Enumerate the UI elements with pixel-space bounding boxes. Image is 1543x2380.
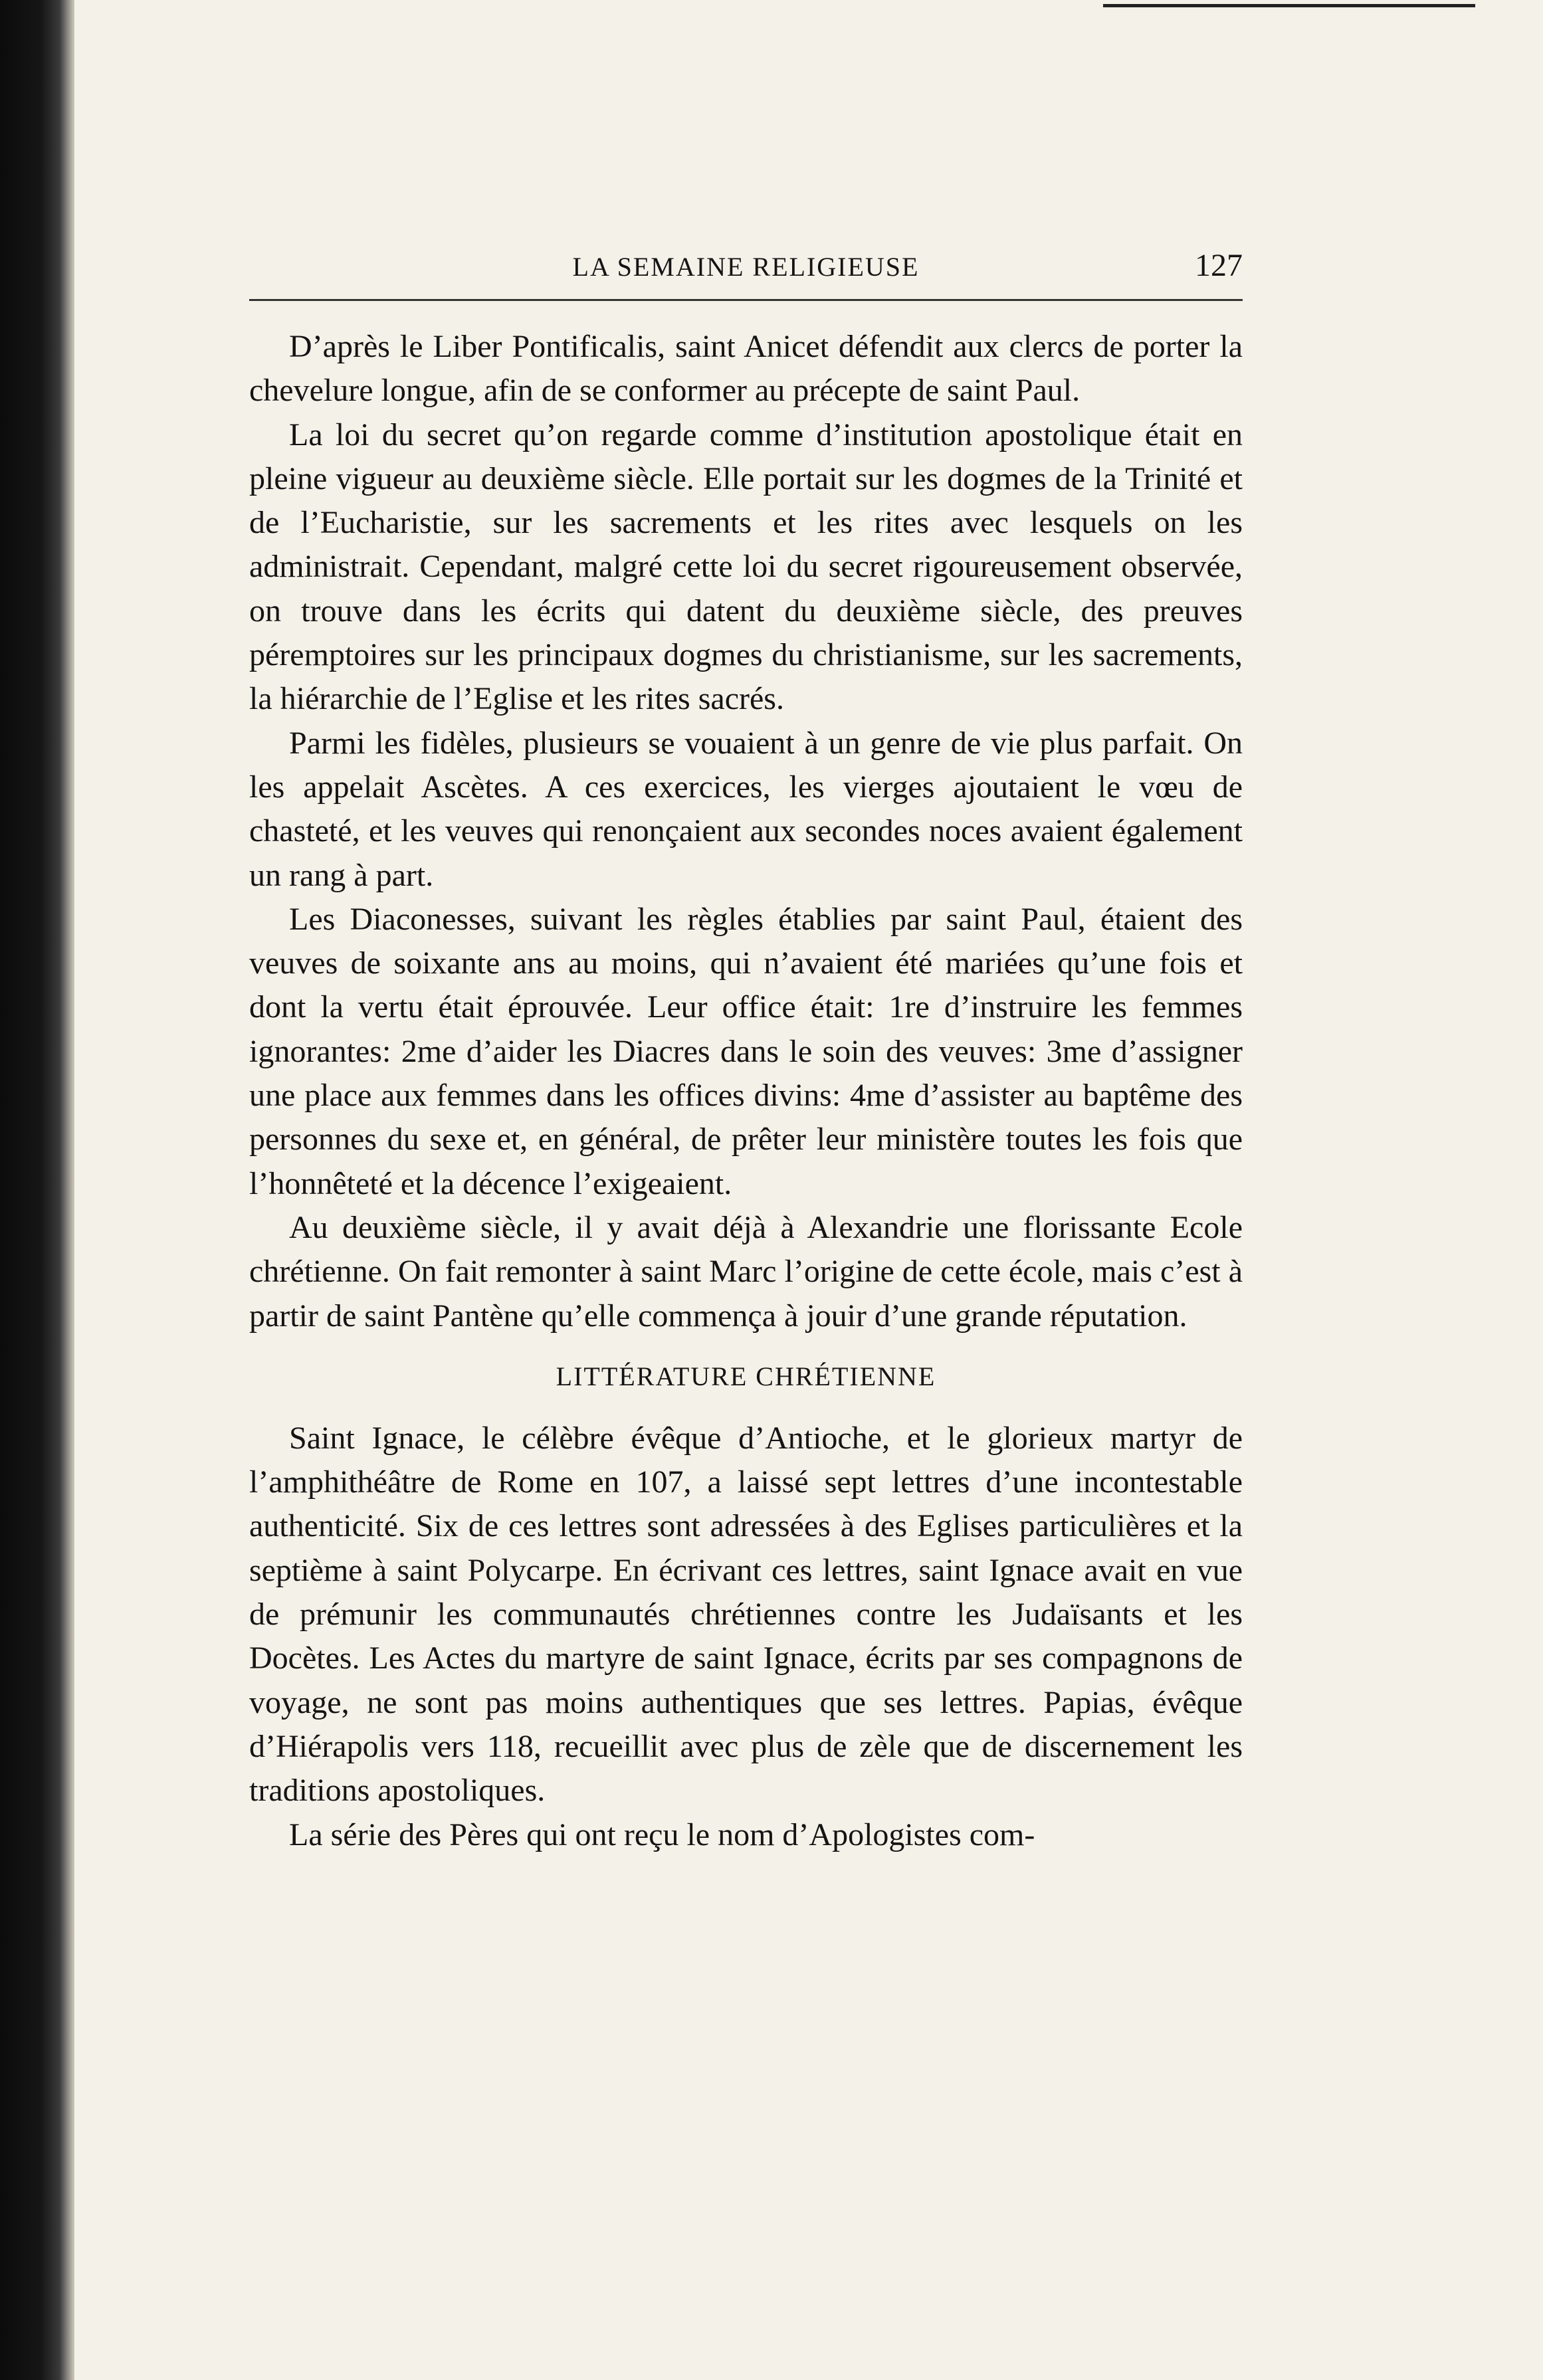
header-rule [249,299,1243,301]
paragraph: Parmi les fidèles, plusieurs se vouaient à un genre de vie plus parfait. On les appelait Ascètes. A ces exercices, les vierges ajoutaient le vœu de chasteté, et les veuves qui renonçaient aux secondes noces avaient également un rang à part. [249,725,1243,893]
book-binding-edge [0,0,74,2380]
paragraph: La série des Pères qui ont reçu le nom d’Apologistes com- [289,1817,1035,1852]
paragraph: La loi du secret qu’on regarde comme d’institution apostolique était en pleine vigueur au deuxième siècle. Elle portait sur les dogmes de la Trinité et de l’Eucharistie, sur les sacrements et les rites avec lesquels on les administrait. Cependant, malgré cette loi du secret rigoureusement observée, on trouve dans les écrits qui datent du deuxième siècle, des preuves péremptoires sur les principaux dogmes du christianisme, sur les sacrements, la hiérarchie de l’Eglise et les rites sacrés. [249,417,1243,717]
paragraph: D’après le Liber Pontificalis, saint Anicet défendit aux clercs de porter la chevelure longue, afin de se conformer au précepte de saint Paul. [249,329,1243,409]
paragraph: Au deuxième siècle, il y avait déjà à Alexandrie une florissante Ecole chrétienne. On fait remonter à saint Marc l’origine de cette école, mais c’est à partir de saint Pantène qu’elle commença à jouir d’une grande réputation. [249,1209,1243,1334]
scan-top-rule [1103,4,1475,7]
book-page [249,239,1243,1857]
body-text-part2 [249,1417,1243,1857]
body-text-part1 [249,325,1243,1338]
page-number: 127 [1195,248,1243,283]
running-title: LA SEMAINE RELIGIEUSE [572,252,920,282]
section-heading: LITTÉRATURE CHRÉTIENNE [556,1361,936,1391]
running-head [249,239,1243,292]
paragraph: Saint Ignace, le célèbre évêque d’Antioche, et le glorieux martyr de l’amphithéâtre de Rome en 107, a laissé sept lettres d’une incontestable authenticité. Six de ces lettres sont adressées à des Eglises particulières et la septième à saint Polycarpe. En écrivant ces lettres, saint Ignace avait en vue de prémunir les communautés chrétiennes contre les Judaïsants et les Docètes. Les Actes du martyre de saint Ignace, écrits par ses compagnons de voyage, ne sont pas moins authentiques que ses lettres. Papias, évêque d’Hiérapolis vers 118, recueillit avec plus de zèle que de discernement les traditions apostoliques. [249,1420,1243,1809]
paragraph: Les Diaconesses, suivant les règles établies par saint Paul, étaient des veuves de soixante ans au moins, qui n’avaient été mariées qu’une fois et dont la vertu était éprouvée. Leur office était: 1re d’instruire les femmes ignorantes: 2me d’aider les Diacres dans le soin des veuves: 3me d’assigner une place aux femmes dans les offices divins: 4me d’assister au baptême des personnes du sexe et, en général, de prêter leur ministère toutes les fois que l’honnêteté et la décence l’exigeaient. [249,901,1243,1201]
